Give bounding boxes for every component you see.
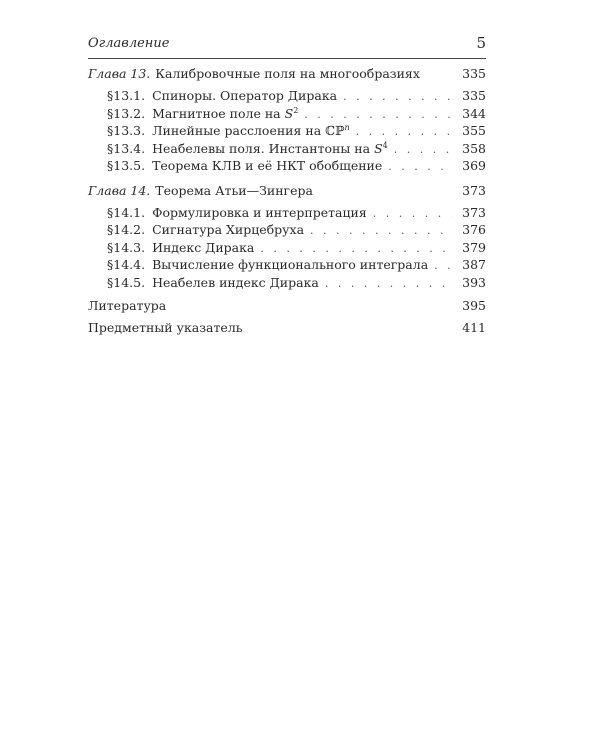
chapter-page: 373 <box>462 182 486 198</box>
section-page: 355 <box>462 123 486 138</box>
toc-section-14-4[interactable] <box>88 257 486 275</box>
toc-section-14-2[interactable] <box>88 222 486 240</box>
section-page: 344 <box>462 105 486 121</box>
chapter-title: Калибровочные поля на многообразиях <box>155 66 420 81</box>
superscript: 4 <box>382 140 388 150</box>
chapter-label: Глава 13. <box>88 66 151 81</box>
section-title: Вычисление функционального интеграла <box>152 257 429 272</box>
backmatter-page: 395 <box>462 298 486 313</box>
header-rule <box>88 58 486 59</box>
section-title: Теорема КЛВ и её НКТ обобщение <box>152 158 383 173</box>
section-number: §14.4. <box>107 257 146 272</box>
running-head <box>88 34 486 54</box>
backmatter-page: 411 <box>462 320 486 335</box>
dot-leader <box>325 277 452 290</box>
toc-section-14-5[interactable] <box>88 275 486 293</box>
toc-chapter-14[interactable] <box>88 183 486 203</box>
dot-leader <box>260 242 452 255</box>
section-number: §14.5. <box>107 274 146 290</box>
running-head-title: Оглавление <box>88 36 170 51</box>
toc-section-13-1[interactable] <box>88 88 486 106</box>
section-page: 387 <box>462 257 486 272</box>
math-symbol: S <box>284 105 294 121</box>
section-page: 335 <box>462 88 486 103</box>
section-number: §14.1. <box>107 204 146 220</box>
section-number: §13.1. <box>107 88 146 103</box>
dot-leader <box>434 259 452 272</box>
section-page: 376 <box>462 222 486 237</box>
dot-leader <box>356 125 452 138</box>
section-number: §13.3. <box>107 123 146 138</box>
section-title: Неабелевы поля. Инстантоны на $S^4$ <box>152 140 388 156</box>
toc-bibliography[interactable] <box>88 298 486 320</box>
chapter-13-sections <box>88 88 486 176</box>
section-page: 379 <box>462 239 486 255</box>
chapter-label: Глава 14. <box>88 182 151 198</box>
dot-leader <box>388 160 452 173</box>
section-page: 393 <box>462 274 486 290</box>
section-page: 369 <box>462 158 486 173</box>
superscript: n <box>344 122 350 132</box>
page-number: 5 <box>476 34 486 52</box>
chapter-14-sections <box>88 205 486 293</box>
toc-page <box>88 34 486 342</box>
toc-section-13-5[interactable] <box>88 158 486 176</box>
section-title: Линейные расслоения на ℂℙ$^n$ <box>152 122 350 138</box>
section-title: Неабелев индекс Дирака <box>152 274 319 290</box>
section-number: §13.5. <box>107 158 146 173</box>
dot-leader <box>310 224 452 237</box>
dot-leader <box>304 108 452 121</box>
backmatter-title: Предметный указатель <box>88 320 243 335</box>
toc-section-13-3[interactable] <box>88 123 486 141</box>
toc-subject-index[interactable] <box>88 320 486 342</box>
toc-section-14-3[interactable] <box>88 240 486 258</box>
toc-section-13-4[interactable] <box>88 141 486 159</box>
section-page: 373 <box>462 204 486 220</box>
section-number: §14.2. <box>107 222 146 237</box>
toc-section-13-2[interactable] <box>88 106 486 124</box>
section-title: Индекс Дирака <box>152 239 255 255</box>
backmatter-title: Литература <box>88 298 167 313</box>
section-title: Магнитное поле на $S^2$ <box>152 105 299 121</box>
section-number: §14.3. <box>107 239 146 255</box>
section-number: §13.4. <box>107 140 146 156</box>
section-title: Сигнатура Хирцебруха <box>152 222 305 237</box>
section-title: Спиноры. Оператор Дирака <box>152 88 338 103</box>
superscript: 2 <box>293 105 299 115</box>
dot-leader <box>373 207 452 220</box>
section-page: 358 <box>462 140 486 156</box>
dot-leader <box>343 90 452 103</box>
math-symbol: S <box>374 140 383 156</box>
toc-chapter-13[interactable] <box>88 66 486 86</box>
dot-leader <box>394 143 452 156</box>
section-number: §13.2. <box>107 105 146 121</box>
chapter-title: Теорема Атьи—Зингера <box>155 182 313 198</box>
math-symbol: ℂℙ <box>325 123 345 138</box>
chapter-page: 335 <box>462 66 486 81</box>
section-title: Формулировка и интерпретация <box>152 204 367 220</box>
toc-section-14-1[interactable] <box>88 205 486 223</box>
